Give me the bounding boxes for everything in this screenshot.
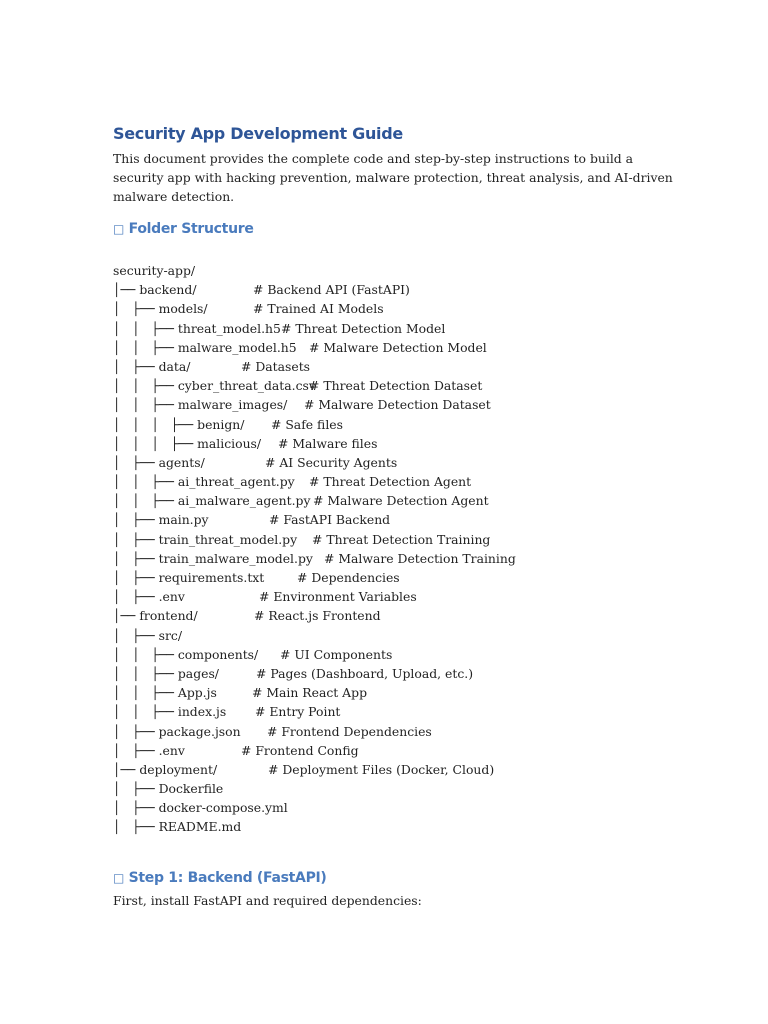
tree-line: [113, 280, 673, 299]
tree-comment: # AI Security Agents: [265, 454, 398, 470]
tree-path: │ ├── .env: [113, 742, 185, 758]
tree-line: [113, 760, 673, 779]
tree-path: │ ├── agents/: [113, 454, 205, 470]
tree-path: │ ├── main.py: [113, 512, 209, 528]
tree-line: [113, 453, 673, 472]
tree-path: │ ├── models/: [113, 301, 208, 317]
heading-glyph: □: [113, 222, 125, 236]
tree-line: [113, 626, 673, 645]
tree-line: [113, 664, 673, 683]
tree-line: [113, 261, 673, 280]
tree-line: [113, 299, 673, 318]
folder-structure-heading: [113, 221, 254, 237]
tree-comment: # Threat Detection Dataset: [309, 378, 483, 394]
tree-comment: # Datasets: [241, 358, 311, 374]
tree-path: │ ├── Dockerfile: [113, 781, 224, 797]
tree-comment: # Environment Variables: [259, 589, 417, 605]
tree-path: │ ├── train_threat_model.py: [113, 531, 298, 547]
tree-comment: # Malware Detection Model: [309, 339, 487, 355]
step1-paragraph: First, install FastAPI and required dependencies:: [113, 893, 422, 908]
intro-paragraph: This document provides the complete code and step-by-step instructions to build a security app with hacking prevention, malware protection, threat analysis, and AI-driven malware detection.: [113, 151, 673, 205]
tree-line: [113, 722, 673, 741]
tree-line: [113, 549, 673, 568]
tree-line: [113, 376, 673, 395]
tree-path: │ │ ├── cyber_threat_data.csv: [113, 378, 316, 394]
tree-path: │ │ ├── ai_threat_agent.py: [113, 474, 295, 490]
heading-glyph: □: [113, 871, 125, 885]
tree-line: [113, 798, 673, 817]
tree-line: [113, 645, 673, 664]
tree-comment: # Threat Detection Model: [281, 320, 446, 336]
tree-line: [113, 568, 673, 587]
tree-path: │ │ │ ├── malicious/: [113, 435, 262, 451]
tree-path: │ ├── data/: [113, 358, 191, 374]
tree-comment: # Threat Detection Training: [312, 531, 491, 547]
tree-path: │ │ ├── threat_model.h5: [113, 320, 281, 336]
tree-path: │ ├── docker-compose.yml: [113, 800, 288, 816]
tree-comment: # Dependencies: [297, 570, 400, 585]
tree-comment: # Malware Detection Training: [324, 550, 516, 566]
tree-comment: # Frontend Dependencies: [267, 723, 432, 739]
tree-line: [113, 587, 673, 606]
tree-path: │ │ ├── ai_malware_agent.py: [113, 493, 311, 509]
tree-line: [113, 530, 673, 549]
heading-text: Folder Structure: [128, 221, 254, 237]
tree-line: [113, 702, 673, 721]
tree-path: │ ├── src/: [113, 627, 182, 643]
tree-comment: # Backend API (FastAPI): [253, 282, 410, 298]
tree-comment: # Trained AI Models: [253, 301, 384, 317]
tree-line: [113, 741, 673, 760]
tree-line: [113, 683, 673, 702]
tree-comment: # FastAPI Backend: [269, 512, 391, 528]
tree-path: │ │ ├── components/: [113, 646, 259, 662]
tree-comment: # Malware files: [278, 435, 378, 451]
document-title: Security App Development Guide: [113, 124, 403, 143]
tree-line: [113, 319, 673, 338]
tree-comment: # Deployment Files (Docker, Cloud): [268, 761, 495, 777]
tree-comment: # Malware Detection Dataset: [304, 397, 491, 413]
tree-comment: # Frontend Config: [241, 742, 359, 758]
tree-path: │── deployment/: [113, 761, 218, 777]
tree-path: │ ├── README.md: [113, 819, 242, 835]
tree-path: │ │ ├── App.js: [113, 685, 217, 701]
tree-line: [113, 338, 673, 357]
tree-comment: # UI Components: [280, 646, 393, 662]
tree-comment: # Main React App: [252, 685, 367, 701]
tree-comment: # Threat Detection Agent: [309, 474, 472, 490]
tree-line: [113, 357, 673, 376]
tree-comment: # Safe files: [271, 416, 343, 432]
tree-path: │ ├── requirements.txt: [113, 570, 265, 585]
step1-heading: [113, 870, 327, 886]
heading-text: Step 1: Backend (FastAPI): [128, 870, 327, 886]
tree-line: [113, 817, 673, 836]
tree-path: │ │ ├── malware_model.h5: [113, 339, 297, 355]
tree-path: │ ├── .env: [113, 589, 185, 605]
tree-line: [113, 395, 673, 414]
tree-path: │ │ ├── pages/: [113, 665, 219, 681]
tree-comment: # Malware Detection Agent: [313, 493, 489, 509]
tree-comment: # Entry Point: [255, 704, 341, 720]
tree-path: │ │ ├── index.js: [113, 704, 227, 720]
folder-tree: [113, 261, 673, 837]
tree-line: [113, 472, 673, 491]
tree-path: security-app/: [113, 263, 196, 278]
tree-path: │ │ │ ├── benign/: [113, 416, 245, 432]
tree-path: │ │ ├── malware_images/: [113, 397, 288, 413]
tree-line: [113, 491, 673, 510]
tree-line: [113, 606, 673, 625]
tree-path: │ ├── train_malware_model.py: [113, 550, 313, 566]
tree-path: │ ├── package.json: [113, 723, 241, 739]
tree-path: │── frontend/: [113, 608, 198, 624]
tree-line: [113, 415, 673, 434]
tree-line: [113, 510, 673, 529]
tree-comment: # Pages (Dashboard, Upload, etc.): [256, 665, 474, 681]
tree-comment: # React.js Frontend: [254, 608, 381, 624]
tree-path: │── backend/: [113, 282, 197, 298]
tree-line: [113, 434, 673, 453]
tree-line: [113, 779, 673, 798]
